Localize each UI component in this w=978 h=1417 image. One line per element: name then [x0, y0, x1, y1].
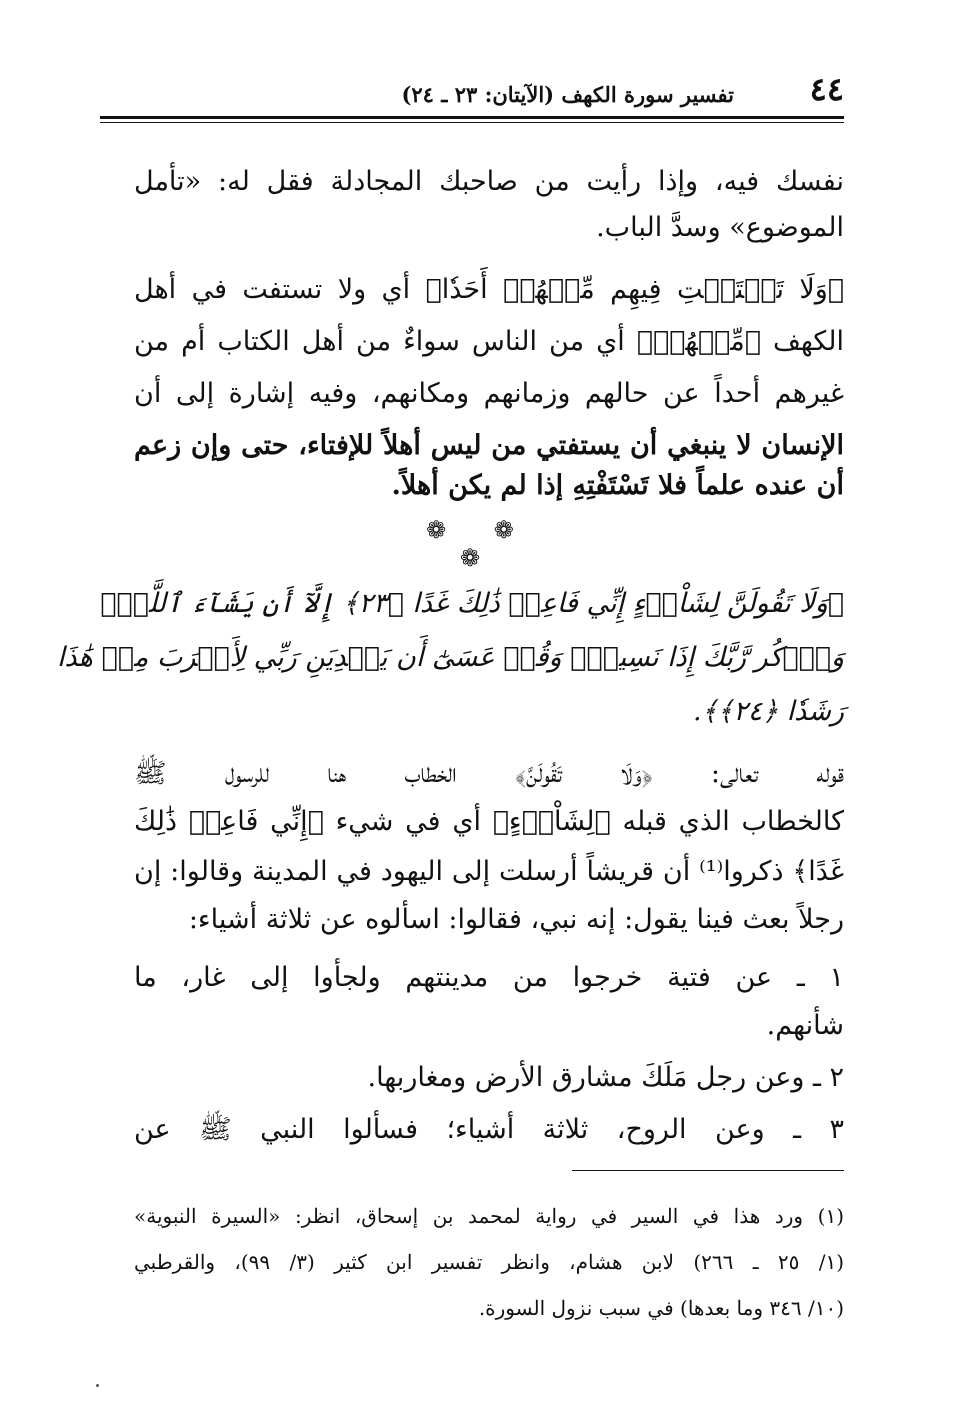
body-line: رجلاً بعث فينا يقول: إنه نبي، فقالوا: اسألوه عن ثلاثة أشياء:: [188, 904, 844, 935]
section-separator: ❁ ❁ ❁: [426, 516, 534, 572]
body-line: ﴿وَلَا تَسۡتَفۡتِ فِيهِم مِّنۡهُمۡ أَحَدٗا﴾ أي ولا تستفت في أهل: [134, 274, 844, 305]
body-line: الموضوع» وسدَّ الباب.: [596, 212, 844, 243]
footnote-line: (١/ ٢٥ ـ ٢٦٦) لابن هشام، وانظر تفسير ابن كثير (٣/ ٩٩)، والقرطبي: [134, 1250, 844, 1274]
list-item: ٢ ـ وعن رجل مَلَكَ مشارق الأرض ومغاربها.: [367, 1062, 844, 1093]
body-line: قوله تعالى: ﴿وَلَا تَقُولَنَّ﴾ الخطاب هنا للرسول ﷺ: [134, 758, 844, 789]
page-number: ٤٤: [809, 70, 844, 108]
body-line: غَدًا﴾ ذكروا⁽¹⁾ أن قريشاً أرسلت إلى اليهود في المدينة وقالوا: إن: [134, 856, 844, 887]
footnote-line: (١) ورد هذا في السير في رواية لمحمد بن إسحاق، انظر: «السيرة النبوية»: [134, 1204, 844, 1228]
body-line: الإنسان لا ينبغي أن يستفتي من ليس أهلاً للإفتاء، حتى وإن زعم: [134, 430, 844, 461]
body-line: غيرهم أحداً عن حالهم وزمانهم ومكانهم، وفيه إشارة إلى أن: [134, 378, 844, 409]
running-title: تفسير سورة الكهف (الآيتان: ٢٣ ـ ٢٤): [401, 82, 734, 107]
body-line: أن عنده علماً فلا تَسْتَفْتِهِ إذا لم يكن أهلاً.: [391, 470, 844, 501]
body-line: نفسك فيه، وإذا رأيت من صاحبك المجادلة فقل له: «تأمل: [134, 166, 844, 197]
scan-speck: [96, 1384, 99, 1387]
verse-line: ﴿وَلَا تَقُولَنَّ لِشَاْيۡءٍ إِنِّي فَاعِلٞ ذَٰلِكَ غَدًا ﴿٢٣﴾ إِلَّآ أَن يَشَآءَ ٱللَّهُۚ: [100, 588, 844, 619]
header-rule-thick: [100, 116, 844, 119]
list-item: ١ ـ عن فتية خرجوا من مدينتهم ولجأوا إلى غار، ما: [134, 962, 844, 993]
page-header: [100, 70, 844, 114]
footnote-rule: [572, 1170, 844, 1171]
list-item: شأنهم.: [766, 1010, 844, 1041]
body-line: الكهف ﴿مِّنۡهُمۡ﴾ أي من الناس سواءٌ من أهل الكتاب أم من: [134, 326, 844, 357]
body-line: كالخطاب الذي قبله ﴿لِشَاْيۡءٍ﴾ أي في شيء ﴿إِنِّي فَاعِلٞ ذَٰلِكَ: [134, 806, 844, 837]
verse-line: وَٱذۡكُر رَّبَّكَ إِذَا نَسِيتَۚ وَقُلۡ عَسَىٰٓ أَن يَهۡدِيَنِ رَبِّي لِأَقۡرَبَ مِنۡ هَٰذَا: [57, 642, 844, 673]
list-item: ٣ ـ وعن الروح، ثلاثة أشياء؛ فسألوا النبي ﷺ عن: [134, 1114, 844, 1145]
verse-line: رَشَدٗا ﴿٢٤﴾﴾.: [693, 696, 844, 727]
header-rule-thin: [100, 122, 844, 123]
footnote-line: (١٠/ ٣٤٦ وما بعدها) في سبب نزول السورة.: [478, 1296, 844, 1320]
